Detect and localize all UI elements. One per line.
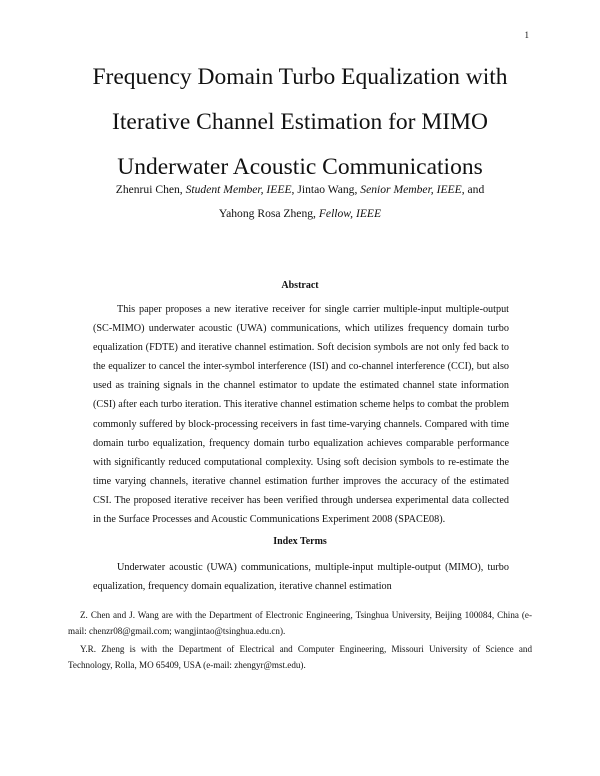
author-list (40, 178, 560, 226)
author-name: , Jintao Wang, (291, 183, 361, 196)
index-terms-text: Underwater acoustic (UWA) communications, multiple-input multiple-output (MIMO), turbo equalization, frequency domain equalization, iterative channel estimation (93, 562, 509, 593)
footnote: Y.R. Zheng is with the Department of Electrical and Computer Engineering, Missouri University of Science and Technology, Rolla, MO 65409, USA (e-mail: zhengyr@mst.edu). (68, 644, 532, 670)
author-name: Yahong Rosa Zheng, (218, 207, 319, 220)
page-number: 1 (524, 30, 529, 40)
title-line: Iterative Channel Estimation for MIMO (112, 109, 488, 135)
author-name: Zhenrui Chen, (115, 183, 186, 196)
paper-title (40, 55, 560, 190)
footnotes (68, 607, 532, 675)
title-line: Frequency Domain Turbo Equalization with (92, 64, 508, 90)
footnote: Z. Chen and J. Wang are with the Department of Electronic Engineering, Tsinghua University, Beijing 100084, China (e-mail: chenzr08@gmail.com; wangjintao@tsinghua.edu.cn). (68, 610, 532, 636)
author-membership: Student Member, IEEE (185, 183, 292, 196)
author-separator: , and (461, 183, 485, 196)
title-line: Underwater Acoustic Communications (117, 154, 483, 180)
abstract-heading: Abstract (281, 280, 319, 291)
index-terms-heading: Index Terms (273, 536, 327, 547)
abstract-text: This paper proposes a new iterative receiver for single carrier multiple-input multiple-output (SC-MIMO) underwater acoustic (UWA) communications, which utilizes frequency domain turbo equalization (FDTE) and iterative channel estimation. Soft decision symbols are not only fed back to the equalizer to cancel the inter-symbol interference (ISI) and co-channel interference (CCI), but also used as training signals in the channel estimator to update the estimated channel state information (CSI) after each turbo iteration. This iterative channel estimation scheme helps to combat the problem commonly suffered by block-processing receivers in fast time-varying channels. Compared with time domain turbo equalization, frequency domain turbo equalization achieves comparable performance with significantly reduced computational complexity. Using soft decision symbols to re-estimate the time varying channels, iterative channel estimation further improves the accuracy of the estimated CSI. The proposed iterative receiver has been verified through undersea experimental data collected in the Surface Processes and Acoustic Communications Experiment 2008 (SPACE08). (93, 304, 509, 526)
author-membership: Fellow, IEEE (318, 207, 382, 220)
author-membership: Senior Member, IEEE (360, 183, 462, 196)
